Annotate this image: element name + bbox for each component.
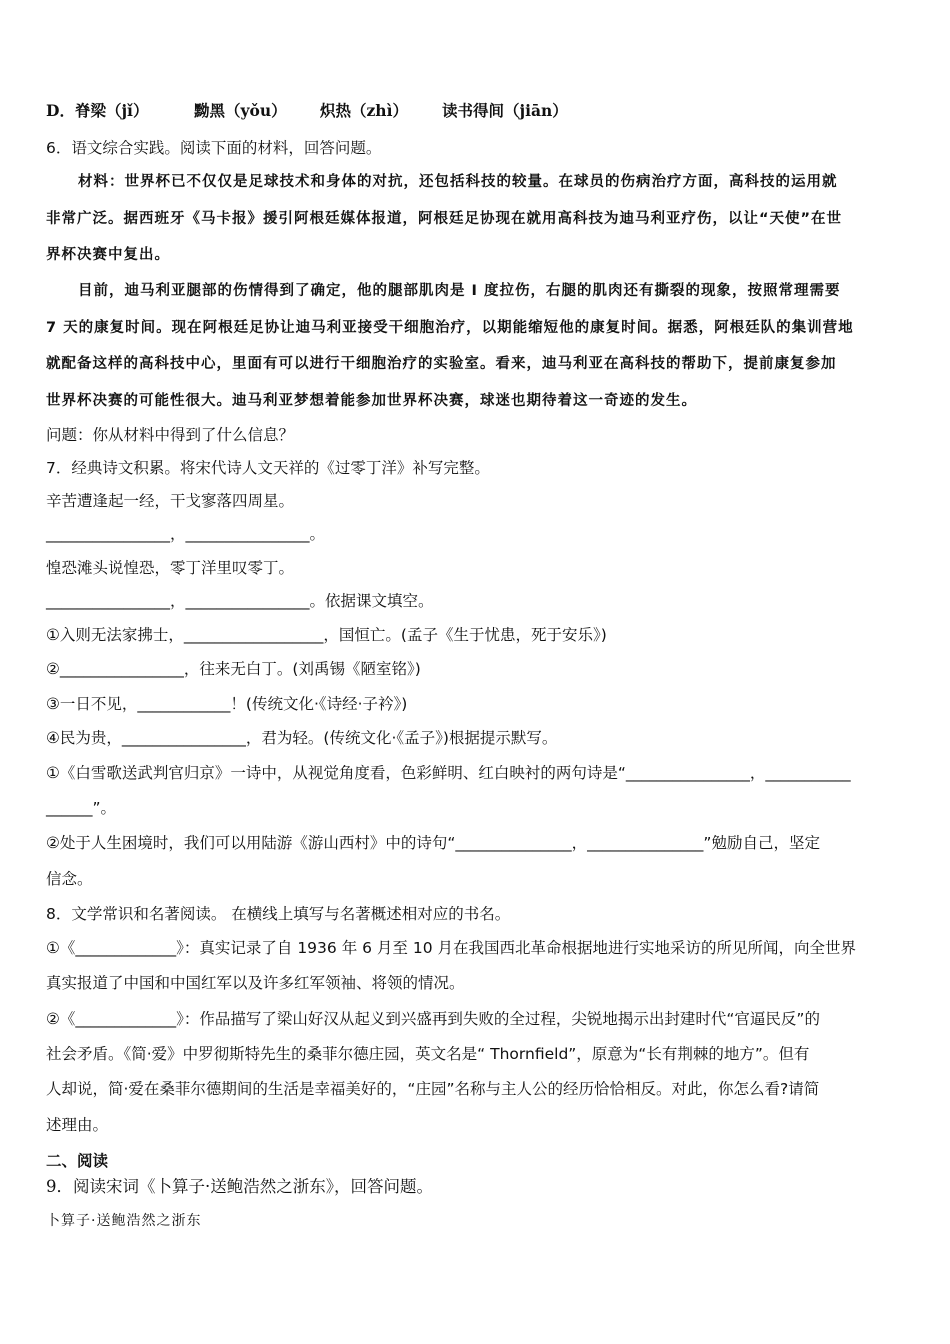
poem-line-2: 惶恐滩头说惶恐，零丁洋里叹零丁。	[46, 559, 295, 577]
material-para-1-line-2: 非常广泛。据西班牙《马卡报》援引阿根廷媒体报道，阿根廷足协现在就用高科技为迪马利亚疗伤，以让“天使”在世	[46, 211, 843, 227]
poem-blank-1[interactable]: ________________，________________。	[46, 525, 326, 543]
question-6-title: 6．语文综合实践。阅读下面的材料，回答问题。	[46, 139, 382, 157]
option-d-item-3: 炽热（zhì）	[320, 101, 408, 120]
recite-item-2-line-2: 信念。	[46, 870, 93, 888]
poem-blank-2[interactable]: ________________，________________。依据课文填空。	[46, 592, 434, 610]
question-8-title: 8．文学常识和名著阅读。 在横线上填写与名著概述相对应的书名。	[46, 905, 511, 923]
material-para-1-line-3: 界杯决赛中复出。	[46, 247, 170, 263]
book-item-2-line-1[interactable]: ②《_____________》：作品描写了梁山好汉从起义到兴盛再到失败的全过程，尖锐地揭示出封建时代“官逼民反”的	[46, 1010, 820, 1028]
book-item-2-line-4: 述理由。	[46, 1116, 109, 1134]
recite-item-2-line-1[interactable]: ②处于人生困境时，我们可以用陆游《游山西村》中的诗句“_______________，_______________”勉励自己，坚定	[46, 834, 820, 852]
material-para-1-line-1: 材料：世界杯已不仅仅是足球技术和身体的对抗，还包括科技的较量。在球员的伤病治疗方面，高科技的运用就	[78, 174, 838, 190]
book-item-1-line-2: 真实报道了中国和中国红军以及许多红军领袖、将领的情况。	[46, 974, 465, 992]
option-d-item-4: 读书得间（jiān）	[442, 101, 568, 120]
question-9-title: 9．阅读宋词《卜算子·送鲍浩然之浙东》，回答问题。	[46, 1177, 433, 1196]
book-item-2-line-2: 社会矛盾。《简·爱》中罗彻斯特先生的桑菲尔德庄园，英文名是“ Thornfield”，原意为“长有荆棘的地方”。但有	[46, 1045, 810, 1063]
option-d-item-2: 黝黑（yǒu）	[194, 101, 287, 120]
recite-item-1-line-2[interactable]: ______”。	[46, 799, 117, 817]
recite-item-1-line-1[interactable]: ①《白雪歌送武判官归京》一诗中，从视觉角度看，色彩鲜明、红白映衬的两句诗是“________________，___________	[46, 764, 851, 782]
material-para-2-line-4: 世界杯决赛的可能性很大。迪马利亚梦想着能参加世界杯决赛，球迷也期待着这一奇迹的发生。	[46, 393, 697, 409]
fill-item-4[interactable]: ④民为贵，________________，君为轻。(传统文化·《孟子》)根据提示默写。	[46, 729, 558, 747]
poem-title: 卜算子·送鲍浩然之浙东	[46, 1213, 202, 1229]
book-item-1-line-1[interactable]: ①《_____________》：真实记录了自 1936 年 6 月至 10 月在我国西北革命根据地进行实地采访的所见所闻，向全世界	[46, 939, 856, 957]
question-6-prompt: 问题：你从材料中得到了什么信息？	[46, 426, 295, 444]
material-para-2-line-2: 7 天的康复时间。现在阿根廷足协让迪马利亚接受干细胞治疗，以期能缩短他的康复时间。据悉，阿根廷队的集训营地	[46, 320, 854, 336]
section-reading-heading: 二、阅读	[46, 1152, 109, 1170]
material-para-2-line-1: 目前，迪马利亚腿部的伤情得到了确定，他的腿部肌肉是 I 度拉伤，右腿的肌肉还有撕裂的现象，按照常理需要	[78, 283, 841, 299]
option-d-item-1: D．脊梁（jǐ）	[46, 101, 149, 120]
poem-line-1: 辛苦遭逢起一经，干戈寥落四周星。	[46, 492, 295, 510]
book-item-2-line-3: 人却说，简·爱在桑菲尔德期间的生活是幸福美好的，“庄园”名称与主人公的经历恰恰相反。对此，你怎么看?请简	[46, 1080, 820, 1098]
fill-item-3[interactable]: ③一日不见，____________！(传统文化·《诗经·子衿》)	[46, 695, 408, 713]
question-7-title: 7．经典诗文积累。将宋代诗人文天祥的《过零丁洋》补写完整。	[46, 459, 490, 477]
material-para-2-line-3: 就配备这样的高科技中心，里面有可以进行干细胞治疗的实验室。看来，迪马利亚在高科技的帮助下，提前康复参加	[46, 356, 837, 372]
fill-item-1[interactable]: ①入则无法家拂士，__________________，国恒亡。(孟子《生于忧患，死于安乐》)	[46, 626, 607, 644]
fill-item-2[interactable]: ②________________，往来无白丁。(刘禹锡《陋室铭》)	[46, 660, 421, 678]
